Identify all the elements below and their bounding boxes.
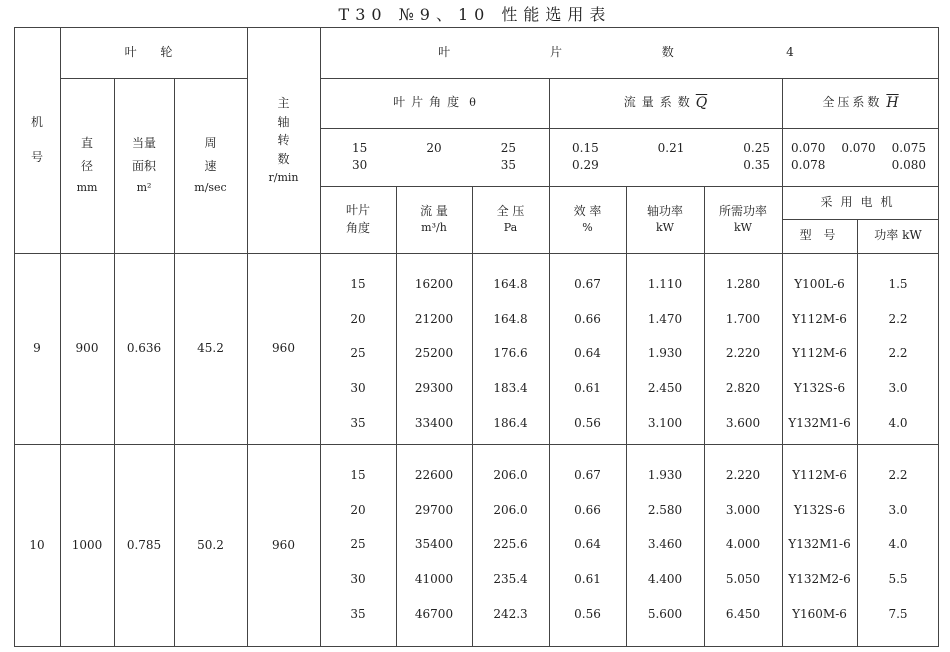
motor-model-cell: Y160M-6 [792,606,847,621]
flow-cell: 41000 [414,572,454,587]
area-cell: 0.785 [126,537,162,552]
shaft-power-cell: 5.600 [647,606,683,621]
motor-power-cell: 2.2 [888,346,908,361]
motor-power-cell: 2.2 [888,468,908,483]
header-impeller: 叶 轮 [124,44,183,59]
pressure-cell: 206.0 [493,502,528,517]
angle-values-row2: 30 35 [352,158,516,172]
flow-coef-values-row2: 0.29 0.35 [572,158,770,172]
speed-cell: 45.2 [197,340,224,355]
efficiency-cell: 0.61 [574,381,601,396]
flow-cell: 46700 [414,606,454,621]
header-pressure-coefficient: 全压系数 $\overline{H}$ [822,94,899,111]
required-power-cell: 6.450 [725,606,761,621]
required-power-cell: 5.050 [725,572,761,587]
diameter-cell: 1000 [71,537,103,552]
angle-values-row1: 15 20 25 [352,141,516,155]
diameter-cell: 900 [75,340,99,355]
flow-cell: 21200 [414,311,454,326]
motor-model-cell: Y100L-6 [794,277,845,292]
efficiency-cell: 0.64 [574,537,601,552]
blade-angle-cell: 25 [350,537,366,552]
flow-cell: 22600 [414,468,454,483]
motor-power-cell: 3.0 [888,381,908,396]
shaft-power-cell: 2.450 [647,381,683,396]
required-power-cell: 2.820 [725,381,761,396]
motor-model-cell: Y112M-6 [792,468,847,483]
col-header-shaft-power: 轴功率 kW [646,203,683,235]
required-power-cell: 2.220 [725,346,761,361]
motor-power-cell: 5.5 [888,572,908,587]
efficiency-cell: 0.64 [574,346,601,361]
required-power-cell: 3.000 [725,502,761,517]
pressure-cell: 186.4 [493,415,528,430]
blade-angle-cell: 20 [350,502,366,517]
col-header-pressure: 全 压 Pa [496,203,525,235]
motor-power-cell: 7.5 [888,606,908,621]
header-blade-angle: 叶片角度 θ [393,95,476,110]
pressure-coef-values-row1: 0.070 0.070 0.075 [791,141,926,155]
header-equivalent-area: 当量 面积 m² [131,136,156,194]
machine-no-cell: 10 [29,537,45,552]
flow-cell: 29700 [414,502,454,517]
motor-power-cell: 4.0 [888,537,908,552]
col-header-motor-model: 型 号 [799,228,840,243]
header-blade-count: 叶 片 数 [438,44,722,59]
flow-cell: 35400 [414,537,454,552]
efficiency-cell: 0.67 [574,277,601,292]
blade-angle-cell: 30 [350,381,366,396]
required-power-cell: 1.280 [725,277,761,292]
blade-angle-cell: 25 [350,346,366,361]
shaft-power-cell: 3.100 [647,415,683,430]
shaft-power-cell: 4.400 [647,572,683,587]
motor-model-cell: Y132S-6 [793,381,846,396]
col-header-blade-angle: 叶片 角度 [345,203,370,235]
col-header-motor: 采用电机 [820,194,901,209]
area-cell: 0.636 [126,340,162,355]
flow-cell: 16200 [414,277,454,292]
flow-cell: 29300 [414,381,454,396]
pressure-cell: 235.4 [493,572,528,587]
flow-cell: 25200 [414,346,454,361]
shaft-power-cell: 2.580 [647,502,683,517]
efficiency-cell: 0.67 [574,468,601,483]
col-header-efficiency: 效 率 % [573,203,602,235]
flow-coef-values-row1: 0.15 0.21 0.25 [572,141,770,155]
blade-angle-cell: 35 [350,415,366,430]
motor-model-cell: Y132S-6 [793,502,846,517]
efficiency-cell: 0.66 [574,311,601,326]
motor-power-cell: 3.0 [888,502,908,517]
header-machine-no: 机 号 [30,114,43,164]
col-header-required-power: 所需功率 kW [718,203,767,235]
motor-power-cell: 2.2 [888,311,908,326]
rpm-cell: 960 [272,340,295,355]
motor-power-cell: 1.5 [888,277,908,292]
shaft-power-cell: 1.930 [647,468,683,483]
required-power-cell: 1.700 [725,311,761,326]
required-power-cell: 4.000 [725,537,761,552]
shaft-power-cell: 3.460 [647,537,683,552]
pressure-cell: 164.8 [493,277,528,292]
blade-angle-cell: 30 [350,572,366,587]
motor-model-cell: Y112M-6 [792,346,847,361]
header-flow-coefficient: 流量系数 $\overline{Q}$ [623,94,708,111]
pressure-cell: 242.3 [493,606,528,621]
header-tip-speed: 周 速 m/sec [194,136,227,194]
required-power-cell: 2.220 [725,468,761,483]
blade-angle-cell: 35 [350,606,366,621]
efficiency-cell: 0.56 [574,415,601,430]
motor-model-cell: Y132M1-6 [788,537,851,552]
motor-model-cell: Y112M-6 [792,311,847,326]
efficiency-cell: 0.66 [574,502,601,517]
machine-no-cell: 9 [33,340,41,355]
page-title: T30 №9、10 性能选用表 [338,5,612,24]
blade-angle-cell: 20 [350,311,366,326]
pressure-cell: 176.6 [493,346,528,361]
pressure-cell: 183.4 [493,381,528,396]
efficiency-cell: 0.56 [574,606,601,621]
shaft-power-cell: 1.110 [647,277,683,292]
flow-cell: 33400 [414,415,454,430]
motor-model-cell: Y132M1-6 [788,415,851,430]
col-header-flow: 流 量 m³/h [420,203,448,235]
efficiency-cell: 0.61 [574,572,601,587]
rpm-cell: 960 [272,537,295,552]
header-diameter: 直 径 mm [76,136,98,194]
header-shaft-speed: 主 轴 转 数 r/min [268,96,299,184]
pressure-cell: 206.0 [493,468,528,483]
blade-angle-cell: 15 [350,277,366,292]
speed-cell: 50.2 [197,537,224,552]
pressure-cell: 164.8 [493,311,528,326]
motor-model-cell: Y132M2-6 [788,572,851,587]
blade-angle-cell: 15 [350,468,366,483]
header-blade-count-value: 4 [786,44,794,59]
motor-power-cell: 4.0 [888,415,908,430]
col-header-motor-power: 功率 kW [874,228,922,243]
pressure-coef-values-row2: 0.078 0.080 [791,158,926,172]
shaft-power-cell: 1.470 [647,311,683,326]
shaft-power-cell: 1.930 [647,346,683,361]
pressure-cell: 225.6 [493,537,528,552]
required-power-cell: 3.600 [725,415,761,430]
